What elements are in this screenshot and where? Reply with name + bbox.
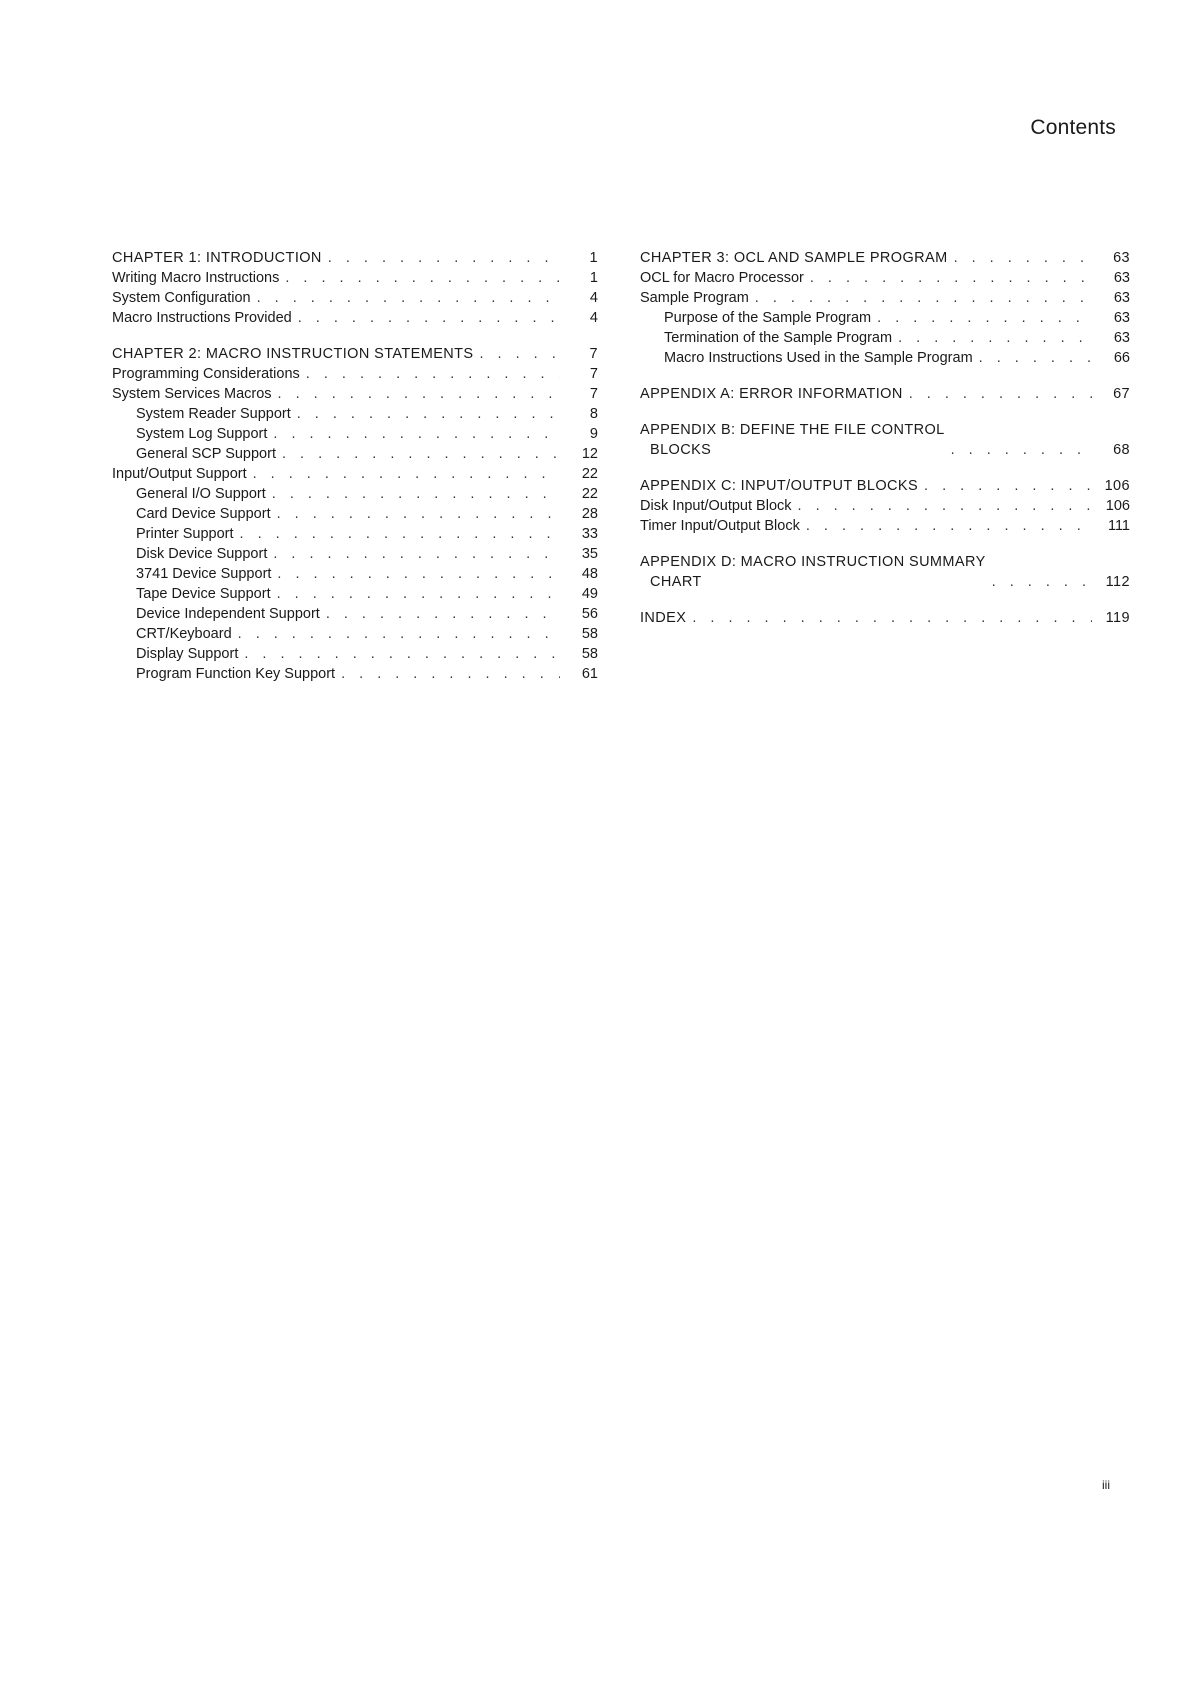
toc-entry-title: Tape Device Support	[136, 586, 271, 602]
toc-entry[interactable]	[640, 476, 1130, 496]
toc-right-column	[640, 248, 1130, 628]
toc-entry-title: Disk Input/Output Block	[640, 498, 792, 514]
toc-entry-page: 1	[589, 270, 598, 286]
toc-entry[interactable]	[640, 288, 1130, 308]
toc-entry[interactable]	[112, 424, 598, 444]
dot-leader	[320, 604, 560, 624]
dot-leader	[918, 476, 1092, 496]
toc-entry[interactable]	[640, 552, 1130, 592]
dot-leader	[945, 440, 1092, 460]
toc-entry-page: 106	[1104, 478, 1130, 494]
toc-entry-title: Card Device Support	[136, 506, 271, 522]
toc-entry-title: Writing Macro Instructions	[112, 270, 280, 286]
page-number: iii	[1102, 1478, 1110, 1492]
toc-entry-page: 9	[589, 426, 598, 442]
toc-entry[interactable]	[112, 524, 598, 544]
toc-entry-title: Input/Output Support	[112, 466, 247, 482]
dot-leader	[271, 504, 560, 524]
toc-entry-page: 111	[1107, 518, 1130, 534]
toc-entry-title: CHAPTER 1: INTRODUCTION	[112, 250, 322, 266]
dot-leader	[279, 268, 560, 288]
toc-entry-title: System Log Support	[136, 426, 268, 442]
dot-leader	[267, 544, 560, 564]
toc-entry-page: 66	[1113, 350, 1130, 366]
toc-entry-page: 8	[589, 406, 598, 422]
toc-entry-page: 68	[1113, 442, 1130, 458]
dot-leader	[903, 384, 1092, 404]
toc-entry[interactable]	[112, 268, 598, 288]
toc-entry-title: Termination of the Sample Program	[664, 330, 893, 346]
toc-entry-page: 7	[589, 346, 598, 362]
toc-entry[interactable]	[112, 544, 598, 564]
dot-leader	[247, 464, 560, 484]
toc-entry[interactable]	[112, 308, 598, 328]
toc-entry-page: 63	[1113, 310, 1130, 326]
toc-entry[interactable]	[640, 516, 1130, 536]
toc-entry-title: General SCP Support	[136, 446, 276, 462]
toc-entry-title: Macro Instructions Provided	[112, 310, 292, 326]
toc-entry-title: APPENDIX A: ERROR INFORMATION	[640, 386, 903, 402]
toc-entry-page: 67	[1113, 386, 1130, 402]
toc-entry[interactable]	[112, 464, 598, 484]
toc-entry[interactable]	[112, 564, 598, 584]
toc-entry-title: APPENDIX C: INPUT/OUTPUT BLOCKS	[640, 478, 919, 494]
toc-entry[interactable]	[640, 348, 1130, 368]
toc-entry-title-line2: CHART	[650, 574, 702, 590]
toc-entry-title	[640, 552, 986, 592]
toc-entry[interactable]	[640, 248, 1130, 268]
toc-entry-page: 48	[581, 566, 598, 582]
toc-entry-title: Program Function Key Support	[136, 666, 336, 682]
toc-entry[interactable]	[640, 268, 1130, 288]
toc-entry[interactable]	[112, 484, 598, 504]
dot-leader	[271, 564, 560, 584]
toc-entry-page: 1	[589, 250, 598, 266]
toc-entry[interactable]	[112, 504, 598, 524]
toc-entry-title: Disk Device Support	[136, 546, 268, 562]
toc-entry-page: 58	[581, 646, 598, 662]
toc-entry[interactable]	[640, 608, 1130, 628]
toc-entry-title: CRT/Keyboard	[136, 626, 232, 642]
toc-entry[interactable]	[112, 664, 598, 684]
dot-leader	[335, 664, 560, 684]
toc-entry-page: 119	[1105, 610, 1130, 626]
dot-leader	[232, 624, 560, 644]
toc-entry-title	[640, 420, 945, 460]
toc-entry-title: Timer Input/Output Block	[640, 518, 800, 534]
toc-entry[interactable]	[112, 344, 598, 364]
dot-leader	[749, 288, 1092, 308]
dot-leader	[251, 288, 560, 308]
dot-leader	[473, 344, 560, 364]
toc-entry-page: 58	[581, 626, 598, 642]
dot-leader	[234, 524, 560, 544]
toc-entry[interactable]	[112, 248, 598, 268]
toc-entry-page: 35	[581, 546, 598, 562]
toc-entry-title: System Reader Support	[136, 406, 291, 422]
dot-leader	[238, 644, 560, 664]
toc-entry-page: 63	[1113, 250, 1130, 266]
toc-entry-title: System Configuration	[112, 290, 251, 306]
dot-leader	[272, 384, 560, 404]
toc-entry[interactable]	[640, 384, 1130, 404]
dot-leader	[276, 444, 560, 464]
toc-entry-title: OCL for Macro Processor	[640, 270, 804, 286]
toc-entry-title-line1: APPENDIX B: DEFINE THE FILE CONTROL	[640, 422, 945, 438]
toc-entry-page: 56	[581, 606, 598, 622]
toc-entry-title: General I/O Support	[136, 486, 266, 502]
dot-leader	[686, 608, 1092, 628]
dot-leader	[271, 584, 560, 604]
toc-entry-page: 22	[581, 466, 598, 482]
toc-entry-title: Device Independent Support	[136, 606, 320, 622]
toc-entry[interactable]	[112, 384, 598, 404]
toc-entry[interactable]	[640, 496, 1130, 516]
toc-entry-page: 49	[581, 586, 598, 602]
dot-leader	[267, 424, 560, 444]
toc-entry[interactable]	[112, 624, 598, 644]
toc-entry-title: Programming Considerations	[112, 366, 300, 382]
toc-entry[interactable]	[112, 404, 598, 424]
dot-leader	[973, 348, 1092, 368]
toc-entry-title-line1: APPENDIX D: MACRO INSTRUCTION SUMMARY	[640, 554, 986, 570]
toc-entry-title: Display Support	[136, 646, 239, 662]
dot-leader	[986, 572, 1092, 592]
toc-entry-page: 106	[1105, 498, 1130, 514]
dot-leader	[804, 268, 1092, 288]
toc-entry[interactable]	[112, 584, 598, 604]
toc-entry-page: 4	[589, 290, 598, 306]
page-title: Contents	[1030, 116, 1116, 139]
toc-entry-title: Macro Instructions Used in the Sample Program	[664, 350, 973, 366]
toc-entry-page: 112	[1105, 574, 1130, 590]
toc-entry-page: 7	[589, 366, 598, 382]
dot-leader	[292, 308, 560, 328]
toc-entry-page: 4	[589, 310, 598, 326]
dot-leader	[792, 496, 1092, 516]
toc-entry[interactable]	[112, 364, 598, 384]
toc-entry[interactable]	[640, 308, 1130, 328]
toc-entry-title-line2: BLOCKS	[650, 442, 712, 458]
toc-entry[interactable]	[112, 604, 598, 624]
toc-entry-title: Printer Support	[136, 526, 234, 542]
toc-entry-title: 3741 Device Support	[136, 566, 272, 582]
toc-entry-page: 22	[581, 486, 598, 502]
dot-leader	[322, 248, 560, 268]
toc-entry-title: System Services Macros	[112, 386, 272, 402]
toc-entry-title: Sample Program	[640, 290, 749, 306]
toc-entry-title: CHAPTER 3: OCL AND SAMPLE PROGRAM	[640, 250, 948, 266]
toc-entry[interactable]	[112, 644, 598, 664]
toc-entry-page: 7	[589, 386, 598, 402]
toc-entry-page: 63	[1113, 270, 1130, 286]
toc-entry[interactable]	[640, 420, 1130, 460]
toc-entry-page: 28	[581, 506, 598, 522]
dot-leader	[892, 328, 1092, 348]
toc-entry-title: CHAPTER 2: MACRO INSTRUCTION STATEMENTS	[112, 346, 474, 362]
toc-entry[interactable]	[112, 444, 598, 464]
dot-leader	[300, 364, 560, 384]
toc-entry-title: INDEX	[640, 610, 687, 626]
toc-entry-page: 63	[1113, 330, 1130, 346]
toc-entry-page: 61	[581, 666, 598, 682]
toc-entry-page: 12	[581, 446, 598, 462]
toc-entry[interactable]	[640, 328, 1130, 348]
dot-leader	[948, 248, 1092, 268]
toc-entry-page: 63	[1113, 290, 1130, 306]
toc-entry-title: Purpose of the Sample Program	[664, 310, 872, 326]
dot-leader	[291, 404, 560, 424]
toc-entry-page: 33	[581, 526, 598, 542]
toc-entry[interactable]	[112, 288, 598, 308]
dot-leader	[871, 308, 1092, 328]
dot-leader	[800, 516, 1092, 536]
dot-leader	[266, 484, 560, 504]
toc-left-column	[112, 248, 598, 684]
